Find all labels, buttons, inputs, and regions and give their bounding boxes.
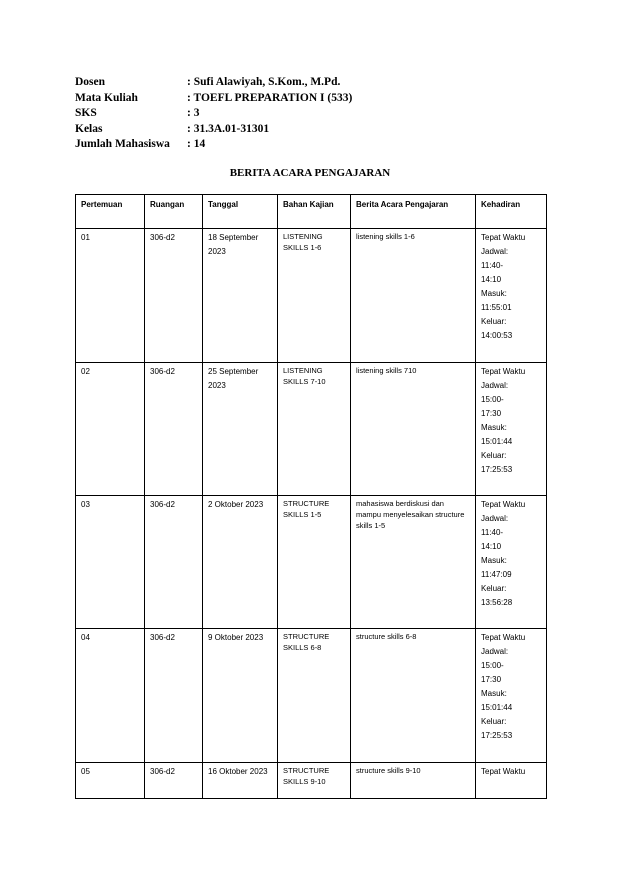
teaching-report-table [75, 194, 547, 799]
cell-tanggal: 25 September 2023 [203, 363, 278, 496]
bahan-text: STRUCTURE SKILLS 9-10 [283, 766, 330, 786]
cell-bahan-kajian [278, 229, 351, 363]
berita-text: mahasiswa berdiskusi dan mampu menyelesaikan structure skills 1-5 [356, 499, 465, 530]
cell-ruangan: 306-d2 [145, 229, 203, 363]
cell-tanggal: 2 Oktober 2023 [203, 496, 278, 629]
cell-berita-acara [351, 363, 476, 496]
berita-text: structure skills 6-8 [356, 632, 417, 641]
info-value: : 3 [187, 107, 200, 119]
info-row-jumlah-mahasiswa [75, 137, 352, 153]
info-row-sks [75, 106, 352, 122]
cell-bahan-kajian [278, 763, 351, 799]
cell-berita-acara [351, 763, 476, 799]
info-value: : 14 [187, 138, 206, 150]
table-row [76, 629, 547, 763]
cell-pertemuan: 04 [76, 629, 145, 763]
table-row [76, 363, 547, 496]
info-label: Jumlah Mahasiswa [75, 138, 170, 150]
cell-pertemuan: 03 [76, 496, 145, 629]
berita-text: listening skills 710 [356, 366, 417, 375]
kehadiran-text: Tepat Waktu Jadwal: 15:00- 17:30 Masuk: 15:01:44 Keluar: 17:25:53 [481, 367, 526, 474]
cell-tanggal: 16 Oktober 2023 [203, 763, 278, 799]
cell-bahan-kajian [278, 629, 351, 763]
cell-kehadiran [476, 363, 547, 496]
header-kehadiran: Kehadiran [476, 195, 547, 229]
berita-text: structure skills 9-10 [356, 766, 421, 775]
cell-kehadiran [476, 229, 547, 363]
cell-tanggal: 9 Oktober 2023 [203, 629, 278, 763]
info-label: Kelas [75, 122, 103, 135]
cell-berita-acara [351, 229, 476, 363]
header-berita-acara: Berita Acara Pengajaran [351, 195, 476, 229]
header-tanggal: Tanggal [203, 195, 278, 229]
kehadiran-text: Tepat Waktu Jadwal: 11:40- 14:10 Masuk: 11:55:01 Keluar: 14:00:53 [481, 233, 526, 340]
cell-bahan-kajian [278, 363, 351, 496]
bahan-text: STRUCTURE SKILLS 1-5 [283, 499, 330, 519]
course-info [75, 75, 352, 153]
cell-ruangan: 306-d2 [145, 629, 203, 763]
header-pertemuan: Pertemuan [76, 195, 145, 229]
header-bahan-kajian: Bahan Kajian [278, 195, 351, 229]
bahan-text: LISTENING SKILLS 1-6 [283, 232, 323, 252]
bahan-text: STRUCTURE SKILLS 6-8 [283, 632, 330, 652]
info-value: : Sufi Alawiyah, S.Kom., M.Pd. [187, 76, 341, 88]
berita-text: listening skills 1-6 [356, 232, 415, 241]
cell-pertemuan: 01 [76, 229, 145, 363]
cell-berita-acara [351, 496, 476, 629]
cell-pertemuan: 02 [76, 363, 145, 496]
table-row [76, 763, 547, 799]
cell-kehadiran [476, 763, 547, 799]
info-label: SKS [75, 107, 97, 119]
cell-ruangan: 306-d2 [145, 496, 203, 629]
cell-tanggal: 18 September 2023 [203, 229, 278, 363]
cell-kehadiran [476, 496, 547, 629]
table-header-row [76, 195, 547, 229]
cell-kehadiran [476, 629, 547, 763]
info-value: : TOEFL PREPARATION I (533) [187, 91, 353, 104]
table-row [76, 229, 547, 363]
info-label: Mata Kuliah [75, 91, 138, 104]
table-row [76, 496, 547, 629]
cell-ruangan: 306-d2 [145, 763, 203, 799]
info-row-kelas [75, 122, 352, 138]
cell-ruangan: 306-d2 [145, 363, 203, 496]
document-title: BERITA ACARA PENGAJARAN [229, 167, 391, 179]
info-row-mata-kuliah [75, 91, 352, 107]
cell-berita-acara [351, 629, 476, 763]
info-label: Dosen [75, 76, 106, 88]
kehadiran-text: Tepat Waktu [481, 767, 526, 776]
kehadiran-text: Tepat Waktu Jadwal: 15:00- 17:30 Masuk: 15:01:44 Keluar: 17:25:53 [481, 633, 526, 740]
header-ruangan: Ruangan [145, 195, 203, 229]
info-row-dosen [75, 75, 352, 91]
bahan-text: LISTENING SKILLS 7-10 [283, 366, 326, 386]
kehadiran-text: Tepat Waktu Jadwal: 11:40- 14:10 Masuk: 11:47:09 Keluar: 13:56:28 [481, 500, 526, 607]
cell-bahan-kajian [278, 496, 351, 629]
cell-pertemuan: 05 [76, 763, 145, 799]
info-value: : 31.3A.01-31301 [187, 122, 270, 135]
